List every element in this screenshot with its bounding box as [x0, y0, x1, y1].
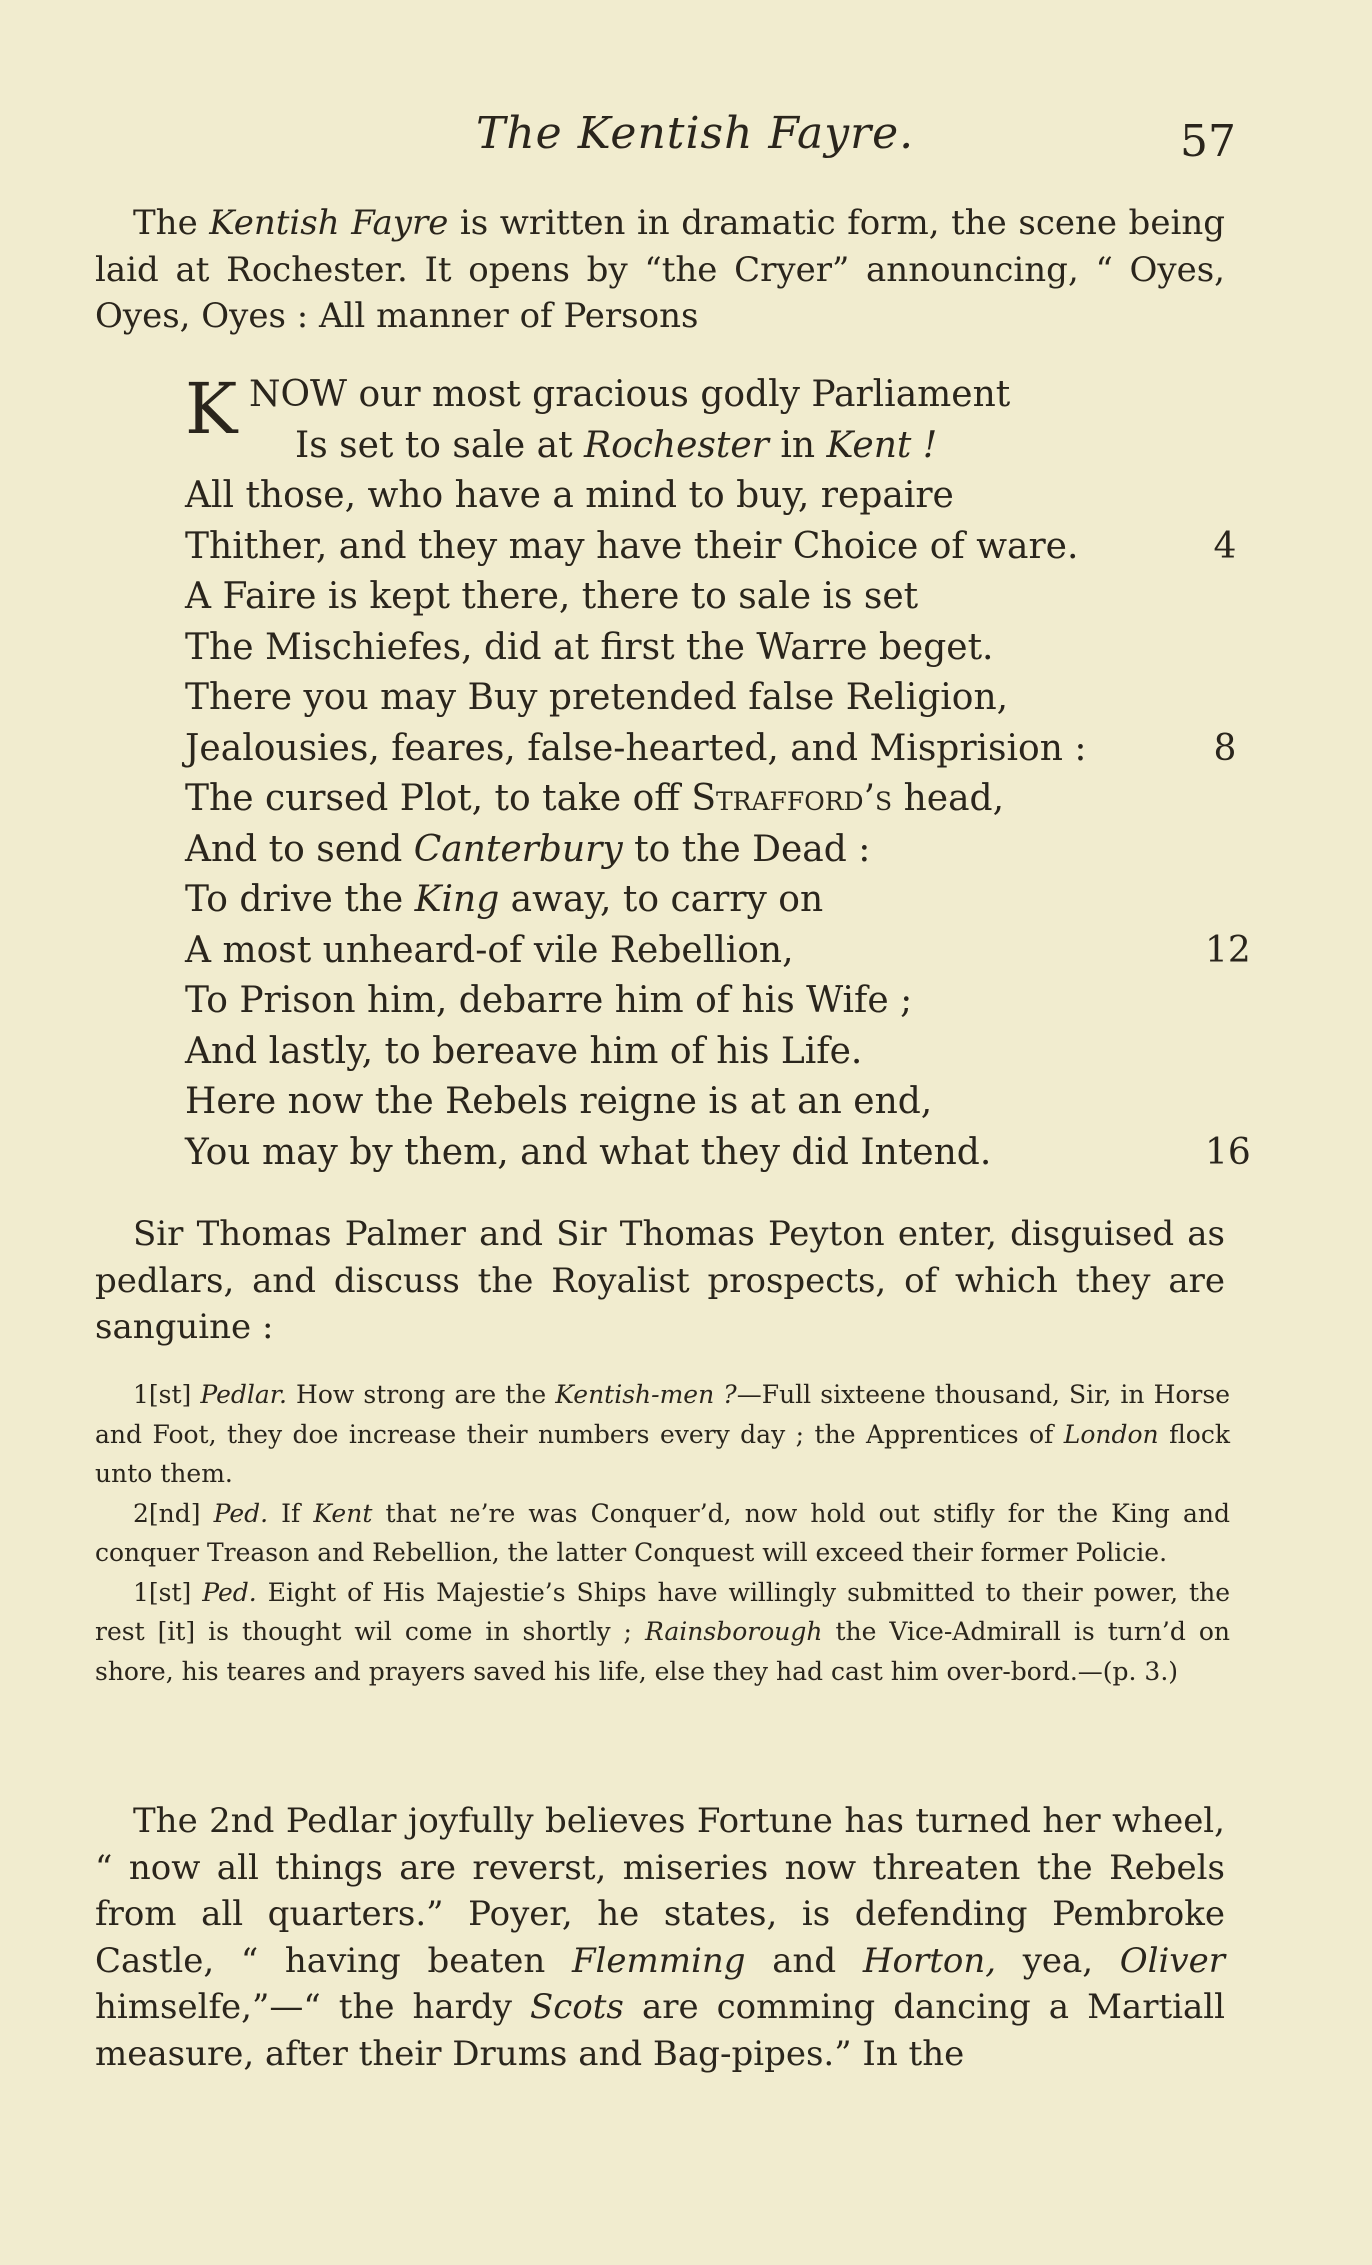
verse-line-6 [185, 623, 1245, 674]
running-title: The Kentish Fayre. [476, 108, 915, 159]
verse-italic: Rochester [583, 424, 769, 466]
verse-line-14 [185, 1027, 1245, 1078]
verse-line-13 [185, 976, 1245, 1027]
verse-line-text: All those, who have a mind to buy, repaire [185, 475, 954, 516]
dialogue-italic: London [1063, 1419, 1159, 1449]
verse-line-text: There you may Buy pretended false Religion, [185, 677, 1009, 718]
closing-paragraph [95, 1798, 1225, 2077]
verse-line-text: The Mischiefes, did at first the Warre beget. [185, 626, 994, 668]
verse-line-11 [185, 875, 1245, 926]
verse-text: in [768, 424, 827, 466]
speaker-number: 1[st] [133, 1380, 201, 1409]
verse-line-15 [185, 1077, 1245, 1128]
verse-text: The cursed Plot, to take off [185, 778, 692, 819]
verse-text: to the Dead : [622, 828, 871, 870]
dialogue-entry [95, 1573, 1230, 1692]
speaker-name: Ped. [213, 1498, 269, 1528]
verse-line-text: You may by them, and what they did Intend. [185, 1131, 992, 1173]
page-number: 57 [1180, 116, 1236, 167]
verse-italic: King [414, 879, 500, 920]
line-number: 12 [1205, 929, 1251, 971]
dialogue-italic: Rainsborough [644, 1617, 823, 1646]
verse-line-7 [185, 673, 1245, 724]
speaker-number: 1[st] [133, 1577, 203, 1607]
paragraph-text: himselfe,”—“ the hardy [95, 1987, 530, 2027]
paragraph-text: yea, [996, 1940, 1120, 1981]
verse-text: And to send [185, 828, 414, 870]
verse-line-3 [185, 471, 1245, 522]
verse-line-8 [185, 724, 1245, 775]
speaker-number: 2[nd] [133, 1498, 214, 1528]
verse-line-text: Here now the Rebels reigne is at an end, [185, 1081, 933, 1122]
dialogue-italic: Kent [313, 1498, 373, 1528]
verse-text: away, to carry on [499, 879, 824, 920]
verse-text: Is set to sale at [295, 424, 584, 466]
dialogue-entry [95, 1494, 1230, 1573]
verse-line-4 [185, 522, 1245, 573]
dialogue-text: flock unto them. [95, 1419, 1231, 1488]
intro-paragraph [95, 200, 1225, 340]
dialogue-text: If [268, 1498, 314, 1528]
dialogue-entry [95, 1375, 1230, 1494]
verse-line-5 [185, 572, 1245, 623]
verse-line-text: Jealousies, feares, false-hearted, and Misprision : [185, 727, 1087, 769]
verse-italic: Canterbury [413, 828, 623, 870]
line-number: 8 [1213, 727, 1237, 769]
paragraph-text: and [745, 1940, 863, 1981]
running-header [0, 108, 1372, 168]
intro-text-2: is written in dramatic form, the scene being laid at Rochester. It opens by “the Cryer” announcing, “ Oyes, Oyes, Oyes : All manner of Persons [95, 203, 1225, 336]
speaker-name: Pedlar. [200, 1380, 287, 1409]
verse-line-text: A most unheard-of vile Rebellion, [185, 929, 794, 971]
verse-small-caps: Strafford’s [691, 778, 893, 819]
verse-line-text: NOW our most gracious godly Parliament [249, 374, 1011, 415]
dialogue-text: that ne’re was Conquer’d, now hold out stifly for the King and conquer Treason and Rebellion, the latter Conquest will exceed their former Policie. [95, 1498, 1231, 1567]
intro-text-1: The [133, 203, 210, 243]
dialogue-text: How strong are the [286, 1380, 556, 1409]
paragraph-italic: Scots [529, 1987, 624, 2027]
paragraph-italic: Oliver [1119, 1940, 1225, 1981]
verse-line-2 [185, 421, 1245, 472]
dialogue-text: Eight of His Majestie’s Ships have willingly submitted to their power, the rest [it] is thought wil come in shortly ; [95, 1577, 1230, 1646]
verse-line-text: Thither, and they may have their Choice of ware. [185, 525, 1079, 567]
verse-line-10 [185, 825, 1245, 876]
verse-line-text: To Prison him, debarre him of his Wife ; [185, 980, 913, 1021]
paragraph-text: are comming dancing a Martiall measure, after their Drums and Bag-pipes.” In the [95, 1987, 1225, 2074]
dialogue-text: —Full sixteene thousand, Sir, in Horse and Foot, they doe increase their numbers every day ; the Apprentices of [95, 1380, 1230, 1449]
paragraph-text: The 2nd Pedlar joyfully believes Fortune has turned her wheel, “ now all things are reverst, miseries now threaten the Rebels from all quarters.” Poyer, he states, is defending Pembroke Castle, “ having beaten [95, 1801, 1225, 1981]
intro-italic-title: Kentish Fayre [209, 203, 449, 243]
paragraph-italic: Horton, [862, 1940, 997, 1981]
verse-line-9 [185, 774, 1245, 825]
verse-line-text: A Faire is kept there, there to sale is set [185, 576, 919, 617]
line-number: 4 [1213, 525, 1237, 567]
line-number: 16 [1205, 1131, 1251, 1173]
verse-italic: Kent ! [826, 424, 938, 466]
quoted-dialogue [95, 1375, 1230, 1691]
speaker-name: Ped. [202, 1577, 257, 1607]
verse-line-12 [185, 926, 1251, 977]
verse-text: head, [892, 778, 1005, 819]
verse-line-text: And lastly, to bereave him of his Life. [185, 1030, 863, 1072]
verse-text: To drive the [185, 879, 415, 920]
paragraph-italic: Flemming [571, 1940, 746, 1981]
dialogue-text: the Vice-Admirall is turn’d on shore, his teares and prayers saved his life, else they had cast him over-bord.—(p. 3.) [95, 1617, 1230, 1686]
verse-block [185, 368, 1251, 1178]
drop-cap: K [185, 368, 238, 450]
narrative-paragraph: Sir Thomas Palmer and Sir Thomas Peyton enter, disguised as pedlars, and discuss the Royalist prospects, of which they are sanguine : [95, 1214, 1225, 1347]
verse-line-16 [185, 1128, 1251, 1179]
dialogue-italic: Kentish-men ? [555, 1380, 737, 1409]
